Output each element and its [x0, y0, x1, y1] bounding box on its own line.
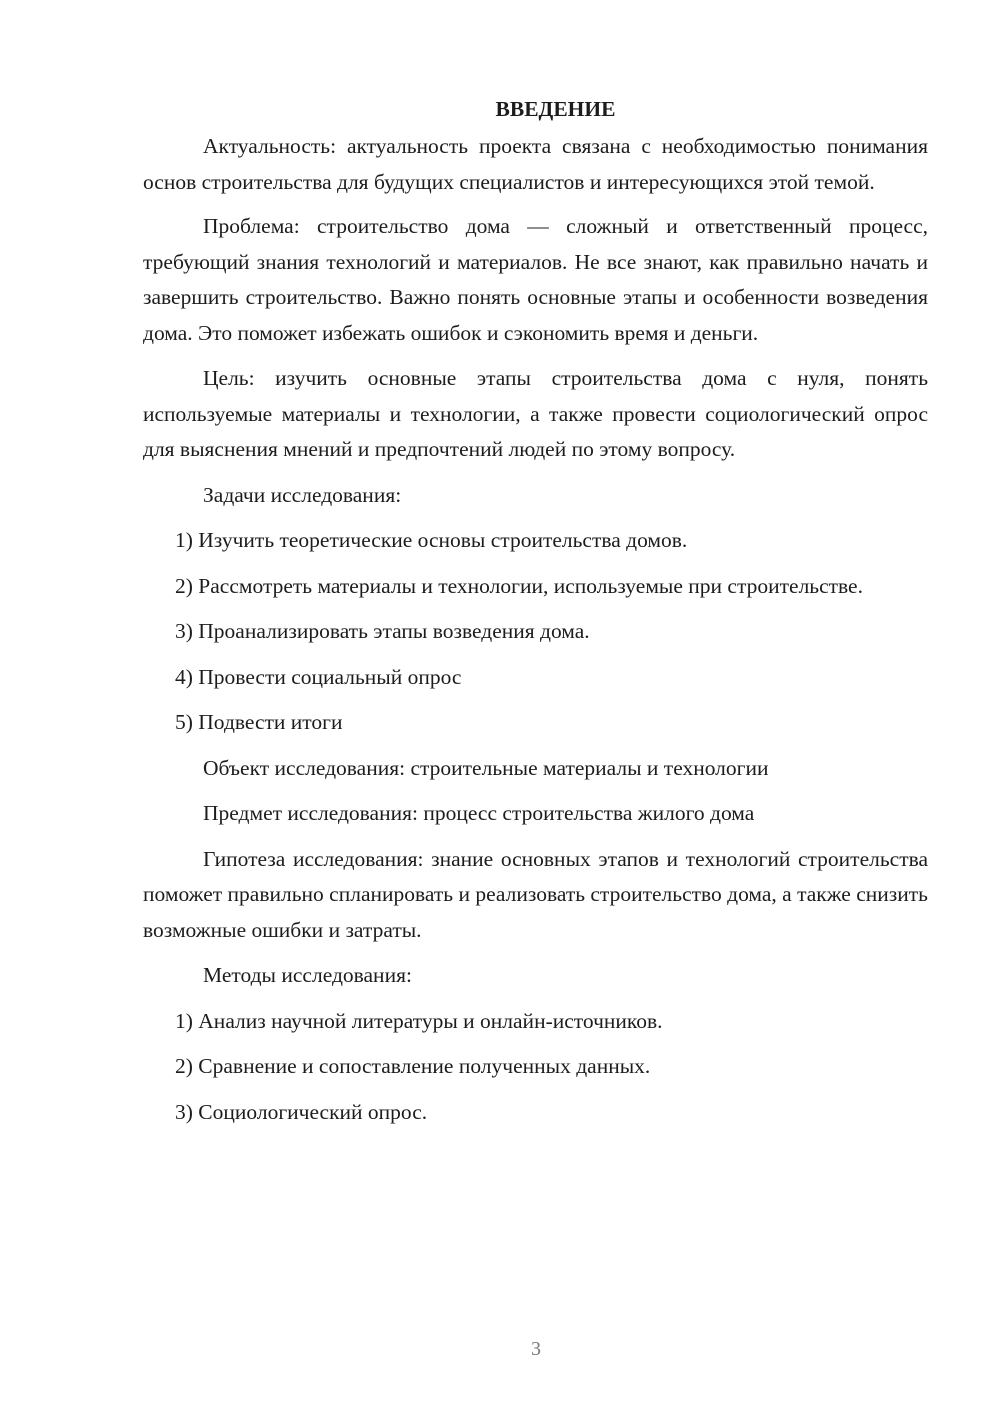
task-item: 3) Проанализировать этапы возведения дома. [175, 619, 590, 643]
task-item: 1) Изучить теоретические основы строительства домов. [175, 528, 688, 552]
page-title: ВВЕДЕНИЕ [495, 97, 616, 121]
method-item: 1) Анализ научной литературы и онлайн-источников. [175, 1008, 663, 1033]
task-item: 2) Рассмотреть материалы и технологии, используемые при строительстве. [175, 573, 863, 598]
goal-paragraph: Цель: изучить основные этапы строительства дома с нуля, понять используемые материалы и технологии, а также провести социологический опрос для выяснения мнений и предпочтений людей по этому вопросу. [143, 366, 928, 461]
tasks-heading: Задачи исследования: [203, 482, 402, 507]
object-paragraph: Объект исследования: строительные материалы и технологии [203, 755, 769, 780]
relevance-paragraph: Актуальность: актуальность проекта связана с необходимостью понимания основ строительства для будущих специалистов и интересующихся этой темой. [143, 134, 928, 194]
method-item: 2) Сравнение и сопоставление полученных данных. [175, 1054, 651, 1078]
task-item: 4) Провести социальный опрос [175, 664, 462, 689]
problem-paragraph: Проблема: строительство дома — сложный и ответственный процесс, требующий знания технологий и материалов. Не все знают, как правильно начать и завершить строительство. Важно понять основные этапы и особенности возведения дома. Это поможет избежать ошибок и сэкономить время и деньги. [143, 214, 928, 345]
page-content [143, 92, 928, 1140]
page-number: 3 [531, 1338, 541, 1360]
task-item: 5) Подвести итоги [175, 710, 343, 734]
method-item: 3) Социологический опрос. [175, 1099, 428, 1124]
hypothesis-paragraph: Гипотеза исследования: знание основных этапов и технологий строительства поможет правильно спланировать и реализовать строительство дома, а также снизить возможные ошибки и затраты. [143, 846, 928, 942]
subject-paragraph: Предмет исследования: процесс строительства жилого дома [203, 801, 755, 825]
methods-heading: Методы исследования: [203, 963, 412, 987]
